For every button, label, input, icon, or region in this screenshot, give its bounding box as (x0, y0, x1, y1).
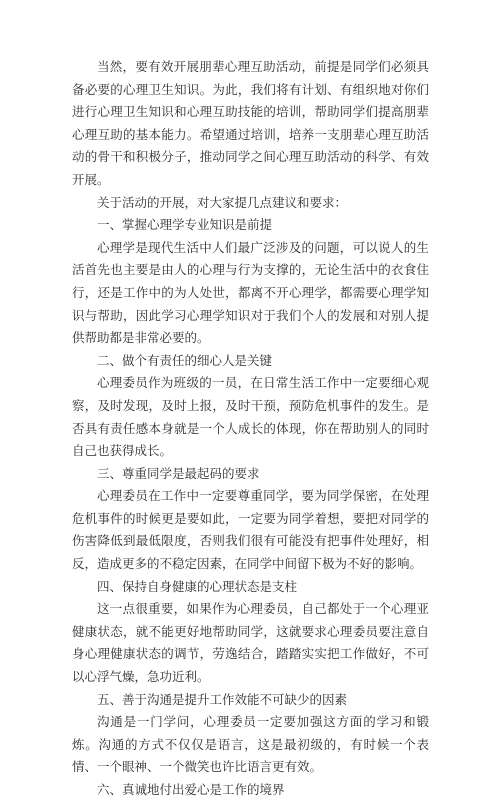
paragraph-section-2: 心理委员作为班级的一员，在日常生活工作中一定要细心观察，及时发现，及时上报，及时干预，预防危机事件的发生。是否具有责任感本身就是一个人成长的体现，你在帮助别人的同时自己也获得成长。 (72, 375, 429, 459)
paragraph-section-4: 这一点很重要，如果作为心理委员，自己都处于一个心理亚健康状态，就不能更好地帮助同学，这就要求心理委员要注意自身心理健康状态的调节，劳逸结合，踏踏实实把工作做好，不可以心浮气燥，急功近利。 (72, 601, 429, 685)
paragraph-intro: 当然，要有效开展朋辈心理互助活动，前提是同学们必须具备必要的心理卫生知识。为此，我们将有计划、有组织地对你们进行心理卫生知识和心理互助技能的培训，帮助同学们提高朋辈心理互助的基本能力。希望通过培训，培养一支朋辈心理互助活动的骨干和积极分子，推动同学之间心理互助活动的科学、有效开展。 (72, 59, 429, 187)
heading-section-4: 四、保持自身健康的心理状态是支柱 (97, 578, 298, 594)
document-body (72, 56, 429, 802)
paragraph-section-5: 沟通是一门学问，心理委员一定要加强这方面的学习和锻炼。沟通的方式不仅仅是语言，这是最初级的，有时候一个表情、一个眼神、一个微笑也许比语言更有效。 (72, 714, 429, 775)
paragraph-section-3: 心理委员在工作中一定要尊重同学，要为同学保密，在处理危机事件的时候更是要如此，一定要为同学着想，要把对同学的伤害降低到最低限度，否则我们很有可能没有把事件处理好，相反，造成更多的不稳定因素，在同学中间留下极为不好的影响。 (72, 488, 429, 572)
heading-section-2: 二、做个有责任的细心人是关键 (97, 352, 273, 368)
paragraph-section-1: 心理学是现代生活中人们最广泛涉及的问题，可以说人的生活首先也主要是由人的心理与行为支撑的，无论生活中的衣食住行，还是工作中的为人处世，都离不开心理学，都需要心理学知识与帮助，因此学习心理学知识对于我们个人的发展和对别人提供帮助都是非常必要的。 (72, 239, 429, 346)
paragraph-suggestions-lead: 关于活动的开展，对大家提几点建议和要求： (97, 194, 348, 210)
heading-section-1: 一、掌握心理学专业知识是前提 (97, 217, 273, 233)
heading-section-3: 三、尊重同学是最起码的要求 (97, 465, 260, 481)
heading-section-6: 六、真诚地付出爱心是工作的境界 (97, 782, 285, 797)
heading-section-5: 五、善于沟通是提升工作效能不可缺少的因素 (97, 691, 348, 707)
